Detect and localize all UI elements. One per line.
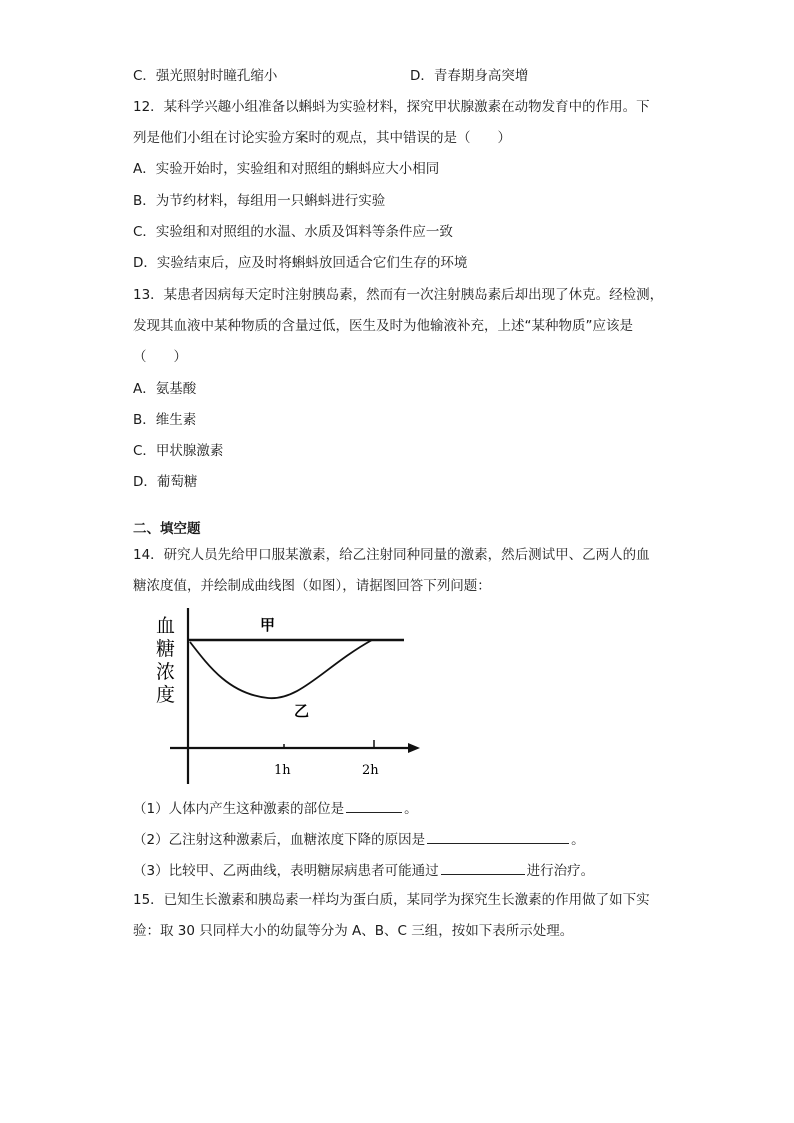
q14-sub1-answer-blank[interactable] [346,798,402,813]
y-label-char-1: 血 [156,615,176,637]
q14-sub3-end: 进行治疗。 [526,863,595,879]
x-axis-arrow [408,743,420,753]
q13-stem-line3: （ ） [133,349,187,365]
q11-option-c: C．强光照射时瞳孔缩小 [133,68,278,84]
y-label-char-3: 浓 [156,661,176,683]
q13-stem-line2: 发现其血液中某种物质的含量过低，医生及时为他输液补充，上述“某种物质”应该是 [133,318,633,334]
tick-label-1h: 1h [274,763,291,778]
q12-option-b: B．为节约材料，每组用一只蝌蚪进行实验 [133,193,386,209]
q12-option-c: C．实验组和对照组的水温、水质及饵料等条件应一致 [133,224,453,240]
curve-yi-label: 乙 [294,702,310,720]
q14-sub3-text: （3）比较甲、乙两曲线，表明糖尿病患者可能通过 [133,863,439,879]
q13-option-b: B．维生素 [133,412,197,428]
q12-stem-line1: 12．某科学兴趣小组准备以蝌蚪为实验材料，探究甲状腺激素在动物发育中的作用。下 [133,99,650,115]
curve-jia-label: 甲 [260,616,276,634]
curve-yi-line [190,640,372,698]
q12-stem-line2: 列是他们小组在讨论实验方案时的观点，其中错误的是（ ） [133,130,511,146]
q13-option-c: C．甲状腺激素 [133,443,224,459]
q14-sub2-end: 。 [571,832,585,848]
q14-sub1-text: （1）人体内产生这种激素的部位是 [133,801,345,817]
q13-option-d: D．葡萄糖 [133,474,198,490]
q14-subquestion-2 [133,829,585,849]
q14-stem-line1: 14．研究人员先给甲口服某激素，给乙注射同种同量的激素，然后测试甲、乙两人的血 [133,547,650,563]
q13-option-a: A．氨基酸 [133,381,197,397]
tick-label-2h: 2h [362,763,379,778]
q14-stem-line2: 糖浓度值，并绘制成曲线图（如图），请据图回答下列问题： [133,578,491,594]
q13-stem-line1: 13．某患者因病每天定时注射胰岛素，然而有一次注射胰岛素后却出现了休克。经检测， [133,287,664,303]
blood-glucose-curve-figure [150,608,430,790]
q12-option-d: D．实验结束后，应及时将蝌蚪放回适合它们生存的环境 [133,255,468,271]
q15-stem-line1: 15．已知生长激素和胰岛素一样均为蛋白质，某同学为探究生长激素的作用做了如下实 [133,892,650,908]
q14-sub2-answer-blank[interactable] [427,829,569,844]
y-label-char-4: 度 [156,684,176,706]
q14-subquestion-3 [133,860,594,880]
q14-sub3-answer-blank[interactable] [441,860,525,875]
q12-option-a: A．实验开始时，实验组和对照组的蝌蚪应大小相同 [133,161,440,177]
q14-subquestion-1 [133,798,418,818]
y-label-char-2: 糖 [156,638,176,660]
q14-sub1-end: 。 [404,801,418,817]
q11-option-d: D．青春期身高突增 [410,68,529,84]
q15-stem-line2: 验：取 30 只同样大小的幼鼠等分为 A、B、C 三组，按如下表所示处理。 [133,923,574,939]
q14-sub2-text: （2）乙注射这种激素后，血糖浓度下降的原因是 [133,832,426,848]
section-title-fill-in: 二、填空题 [133,521,201,537]
